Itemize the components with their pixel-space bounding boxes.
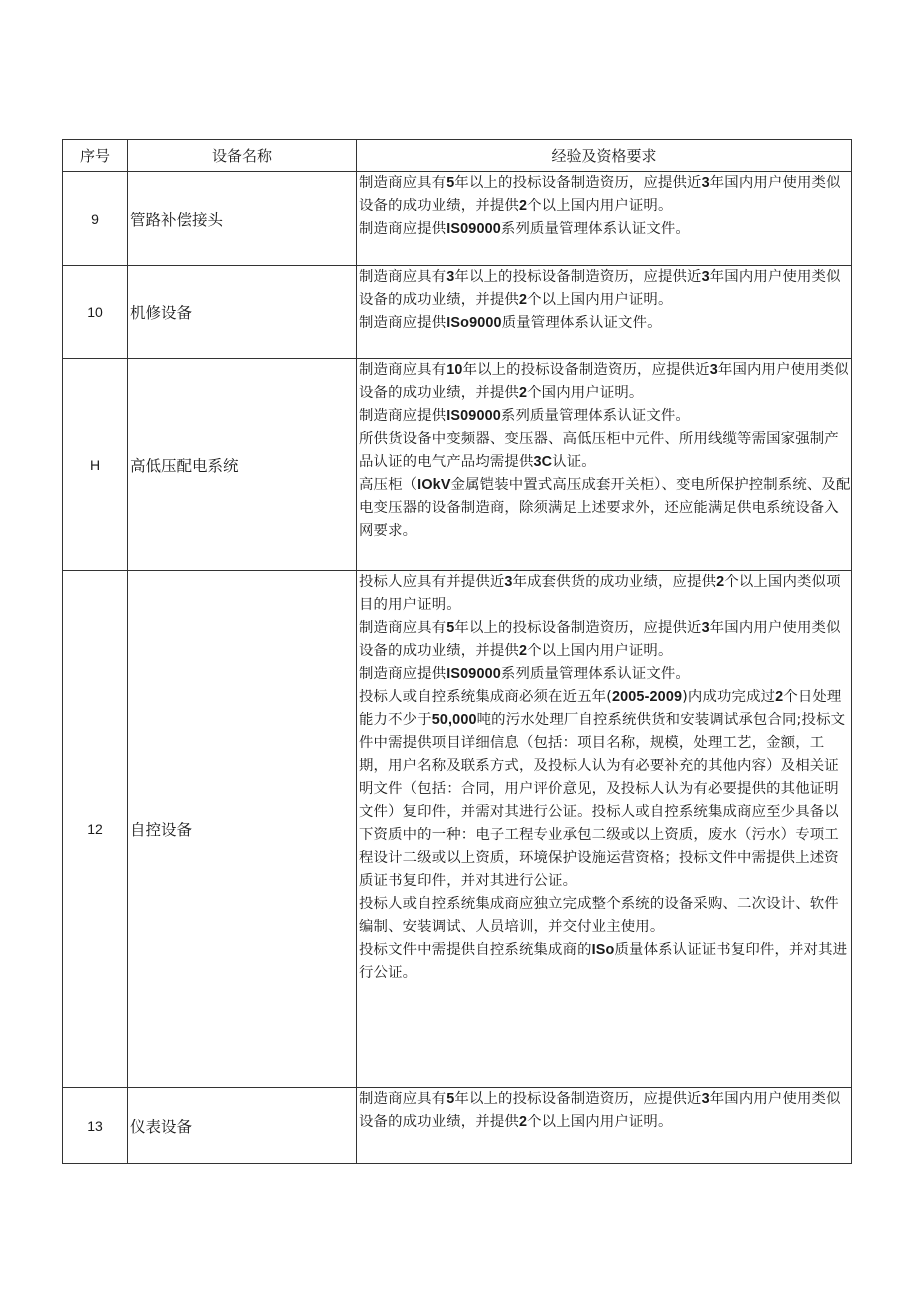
header-requirements: 经验及资格要求 bbox=[357, 140, 852, 172]
table-row bbox=[63, 359, 852, 571]
header-row bbox=[63, 140, 852, 172]
requirement-line: 制造商应具有5年以上的投标设备制造资历，应提供近3年国内用户使用类似设备的成功业绩，并提供2个以上国内用户证明。 bbox=[359, 620, 841, 659]
equipment-name: 机修设备 bbox=[128, 266, 357, 359]
requirement-line: 制造商应提供IS09000系列质量管理体系认证文件。 bbox=[359, 666, 690, 682]
equipment-name: 高低压配电系统 bbox=[128, 359, 357, 571]
requirement-text bbox=[357, 266, 852, 359]
requirement-text bbox=[357, 1088, 852, 1164]
equipment-name: 自控设备 bbox=[128, 571, 357, 1088]
table-row bbox=[63, 1088, 852, 1164]
table-row bbox=[63, 571, 852, 1088]
requirement-line: 制造商应具有5年以上的投标设备制造资历，应提供近3年国内用户使用类似设备的成功业绩，并提供2个以上国内用户证明。 bbox=[359, 1091, 841, 1130]
equipment-name: 管路补偿接头 bbox=[128, 172, 357, 266]
row-number: 9 bbox=[63, 172, 128, 266]
requirement-text bbox=[357, 172, 852, 266]
equipment-name: 仪表设备 bbox=[128, 1088, 357, 1164]
table-row bbox=[63, 172, 852, 266]
requirement-text bbox=[357, 359, 852, 571]
requirement-line: 制造商应提供ISo9000质量管理体系认证文件。 bbox=[359, 315, 662, 331]
header-equipment-name: 设备名称 bbox=[128, 140, 357, 172]
requirement-text bbox=[357, 571, 852, 1088]
requirement-line: 投标人或自控系统集成商必须在近五年(2005-2009)内成功完成过2个日处理能力不少于50,000吨的污水处理厂自控系统供货和安装调试承包合同;投标文件中需提供项目详细信息（包括：项目名称，规模，处理工艺，金额，工期，用户名称及联系方式，及投标人认为有必要补充的其他内容）及相关证明文件（包括：合同，用户评价意见，及投标人认为有必要提供的其他证明文件）复印件，并需对其进行公证。投标人或自控系统集成商应至少具备以下资质中的一种：电子工程专业承包二级或以上资质，废水（污水）专项工程设计二级或以上资质，环境保护设施运营资格；投标文件中需提供上述资质证书复印件，并对其进行公证。 bbox=[359, 689, 846, 889]
requirement-line: 投标人应具有并提供近3年成套供货的成功业绩，应提供2个以上国内类似项目的用户证明。 bbox=[359, 574, 841, 613]
requirement-line: 制造商应提供IS09000系列质量管理体系认证文件。 bbox=[359, 408, 690, 424]
requirement-line: 所供货设备中变频器、变压器、高低压柜中元件、所用线缆等需国家强制产品认证的电气产品均需提供3C认证。 bbox=[359, 431, 839, 470]
requirement-line: 高压柜（IOkV金属铠装中置式高压成套开关柜）、变电所保护控制系统、及配电变压器的设备制造商，除须满足上述要求外，还应能满足供电系统设备入网要求。 bbox=[359, 477, 851, 539]
table-row bbox=[63, 266, 852, 359]
requirement-line: 投标文件中需提供自控系统集成商的ISo质量体系认证证书复印件，并对其进行公证。 bbox=[359, 942, 848, 981]
requirement-line: 制造商应具有3年以上的投标设备制造资历，应提供近3年国内用户使用类似设备的成功业绩，并提供2个以上国内用户证明。 bbox=[359, 269, 841, 308]
requirement-line: 制造商应提供IS09000系列质量管理体系认证文件。 bbox=[359, 221, 690, 237]
row-number: 13 bbox=[63, 1088, 128, 1164]
row-number: 12 bbox=[63, 571, 128, 1088]
requirement-line: 制造商应具有10年以上的投标设备制造资历，应提供近3年国内用户使用类似设备的成功业绩，并提供2个国内用户证明。 bbox=[359, 362, 849, 401]
requirement-line: 制造商应具有5年以上的投标设备制造资历，应提供近3年国内用户使用类似设备的成功业绩，并提供2个以上国内用户证明。 bbox=[359, 175, 841, 214]
header-number: 序号 bbox=[63, 140, 128, 172]
requirements-table bbox=[62, 139, 852, 1164]
row-number: H bbox=[63, 359, 128, 571]
row-number: 10 bbox=[63, 266, 128, 359]
requirement-line: 投标人或自控系统集成商应独立完成整个系统的设备采购、二次设计、软件编制、安装调试、人员培训，并交付业主使用。 bbox=[359, 896, 839, 935]
